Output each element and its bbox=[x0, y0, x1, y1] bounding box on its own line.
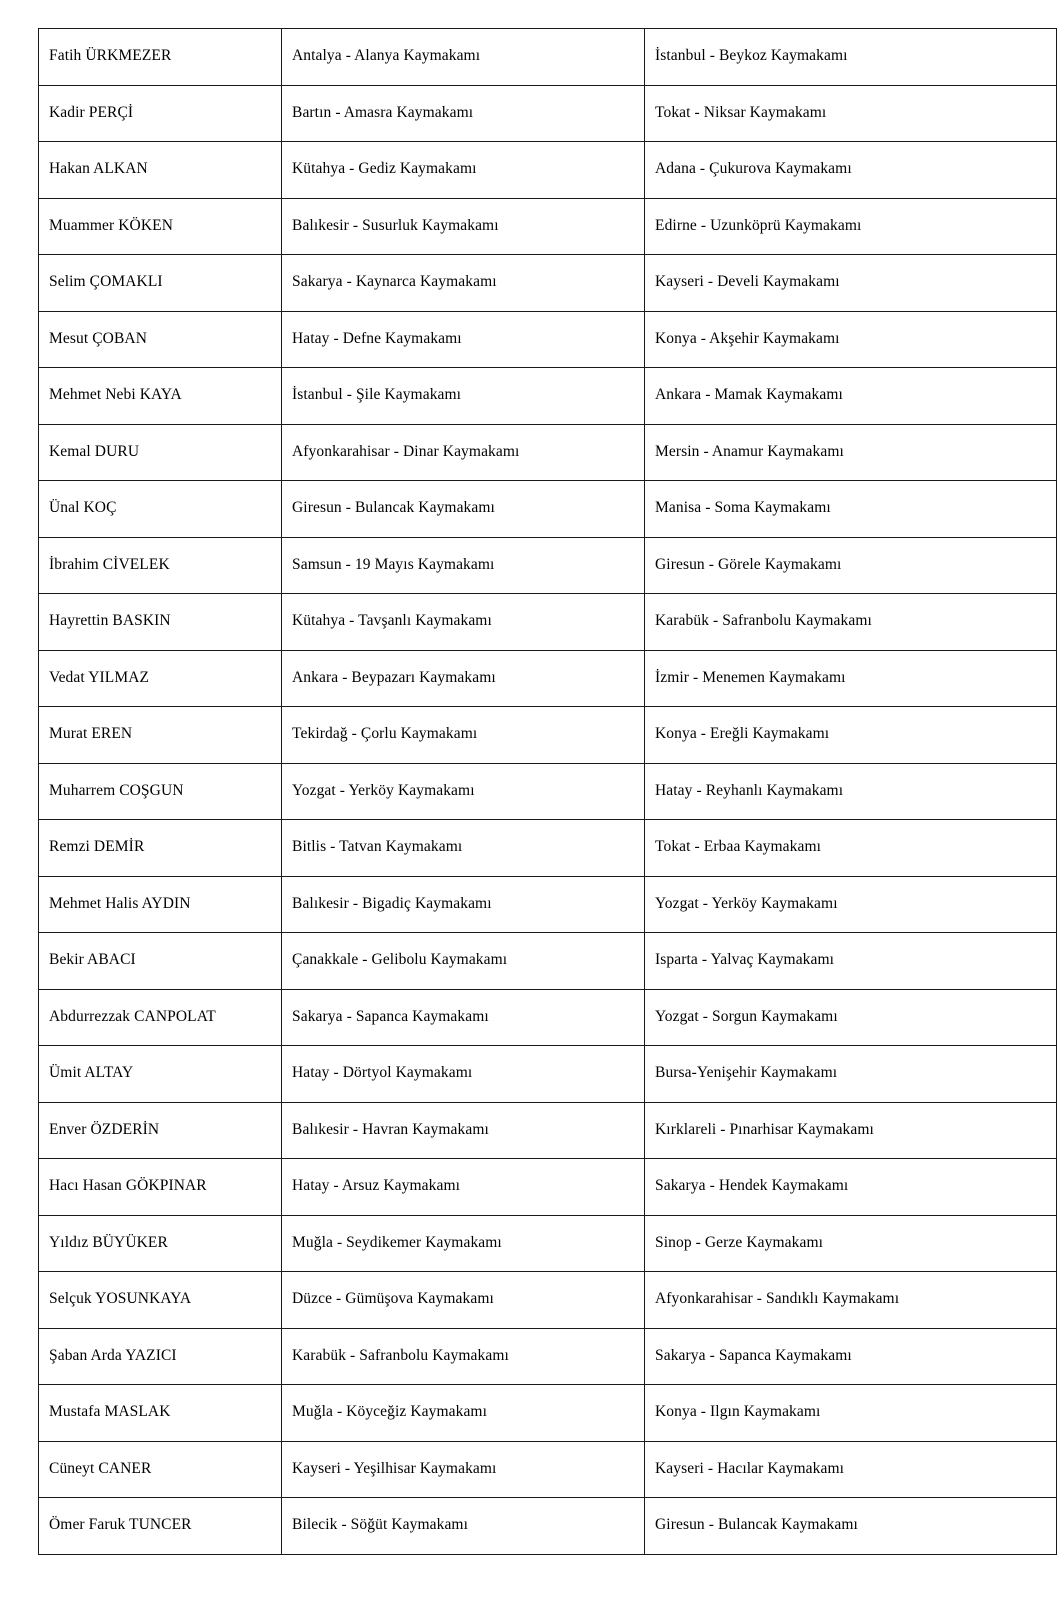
cell-new-post: Bursa-Yenişehir Kaymakamı bbox=[645, 1046, 1057, 1103]
table-row bbox=[39, 707, 1057, 764]
cell-name: Mehmet Nebi KAYA bbox=[39, 368, 282, 425]
cell-name: Hakan ALKAN bbox=[39, 142, 282, 199]
table-row bbox=[39, 1102, 1057, 1159]
cell-new-post: Konya - Ereğli Kaymakamı bbox=[645, 707, 1057, 764]
cell-current-post: Bilecik - Söğüt Kaymakamı bbox=[282, 1498, 645, 1555]
cell-new-post: Manisa - Soma Kaymakamı bbox=[645, 481, 1057, 538]
cell-current-post: Sakarya - Sapanca Kaymakamı bbox=[282, 989, 645, 1046]
cell-current-post: Kütahya - Tavşanlı Kaymakamı bbox=[282, 594, 645, 651]
table-row bbox=[39, 1159, 1057, 1216]
cell-name: Bekir ABACI bbox=[39, 933, 282, 990]
table-row bbox=[39, 537, 1057, 594]
cell-current-post: Balıkesir - Havran Kaymakamı bbox=[282, 1102, 645, 1159]
table-row bbox=[39, 1215, 1057, 1272]
cell-current-post: Sakarya - Kaynarca Kaymakamı bbox=[282, 255, 645, 312]
cell-name: Hacı Hasan GÖKPINAR bbox=[39, 1159, 282, 1216]
cell-current-post: Muğla - Seydikemer Kaymakamı bbox=[282, 1215, 645, 1272]
cell-new-post: Yozgat - Yerköy Kaymakamı bbox=[645, 876, 1057, 933]
cell-new-post: Sinop - Gerze Kaymakamı bbox=[645, 1215, 1057, 1272]
cell-current-post: Giresun - Bulancak Kaymakamı bbox=[282, 481, 645, 538]
table-row bbox=[39, 85, 1057, 142]
cell-new-post: Tokat - Erbaa Kaymakamı bbox=[645, 820, 1057, 877]
cell-name: Ümit ALTAY bbox=[39, 1046, 282, 1103]
cell-current-post: Düzce - Gümüşova Kaymakamı bbox=[282, 1272, 645, 1329]
cell-current-post: Kütahya - Gediz Kaymakamı bbox=[282, 142, 645, 199]
cell-name: Selim ÇOMAKLI bbox=[39, 255, 282, 312]
cell-new-post: Kırklareli - Pınarhisar Kaymakamı bbox=[645, 1102, 1057, 1159]
cell-name: İbrahim CİVELEK bbox=[39, 537, 282, 594]
table-row bbox=[39, 763, 1057, 820]
table-row bbox=[39, 1385, 1057, 1442]
table-row bbox=[39, 820, 1057, 877]
cell-name: Şaban Arda YAZICI bbox=[39, 1328, 282, 1385]
cell-current-post: Samsun - 19 Mayıs Kaymakamı bbox=[282, 537, 645, 594]
table-row bbox=[39, 1498, 1057, 1555]
cell-name: Kadir PERÇİ bbox=[39, 85, 282, 142]
cell-current-post: Muğla - Köyceğiz Kaymakamı bbox=[282, 1385, 645, 1442]
cell-new-post: Sakarya - Sapanca Kaymakamı bbox=[645, 1328, 1057, 1385]
table-row bbox=[39, 142, 1057, 199]
table-row bbox=[39, 1441, 1057, 1498]
cell-new-post: İstanbul - Beykoz Kaymakamı bbox=[645, 29, 1057, 86]
cell-name: Kemal DURU bbox=[39, 424, 282, 481]
table-row bbox=[39, 876, 1057, 933]
cell-current-post: Hatay - Defne Kaymakamı bbox=[282, 311, 645, 368]
table-row bbox=[39, 198, 1057, 255]
cell-current-post: Bitlis - Tatvan Kaymakamı bbox=[282, 820, 645, 877]
cell-new-post: Edirne - Uzunköprü Kaymakamı bbox=[645, 198, 1057, 255]
cell-current-post: Yozgat - Yerköy Kaymakamı bbox=[282, 763, 645, 820]
table-row bbox=[39, 989, 1057, 1046]
cell-name: Muharrem COŞGUN bbox=[39, 763, 282, 820]
table-row bbox=[39, 1046, 1057, 1103]
cell-new-post: İzmir - Menemen Kaymakamı bbox=[645, 650, 1057, 707]
table-row bbox=[39, 29, 1057, 86]
table-row bbox=[39, 311, 1057, 368]
cell-name: Vedat YILMAZ bbox=[39, 650, 282, 707]
table-row bbox=[39, 255, 1057, 312]
cell-new-post: Konya - Akşehir Kaymakamı bbox=[645, 311, 1057, 368]
cell-name: Ünal KOÇ bbox=[39, 481, 282, 538]
cell-current-post: Balıkesir - Susurluk Kaymakamı bbox=[282, 198, 645, 255]
cell-current-post: Kayseri - Yeşilhisar Kaymakamı bbox=[282, 1441, 645, 1498]
cell-current-post: Ankara - Beypazarı Kaymakamı bbox=[282, 650, 645, 707]
cell-new-post: Yozgat - Sorgun Kaymakamı bbox=[645, 989, 1057, 1046]
cell-name: Yıldız BÜYÜKER bbox=[39, 1215, 282, 1272]
cell-name: Ömer Faruk TUNCER bbox=[39, 1498, 282, 1555]
cell-name: Mehmet Halis AYDIN bbox=[39, 876, 282, 933]
cell-current-post: Bartın - Amasra Kaymakamı bbox=[282, 85, 645, 142]
cell-new-post: Konya - Ilgın Kaymakamı bbox=[645, 1385, 1057, 1442]
cell-name: Enver ÖZDERİN bbox=[39, 1102, 282, 1159]
table-row bbox=[39, 368, 1057, 425]
table-row bbox=[39, 1328, 1057, 1385]
table-body bbox=[39, 29, 1057, 1555]
cell-new-post: Kayseri - Hacılar Kaymakamı bbox=[645, 1441, 1057, 1498]
cell-name: Cüneyt CANER bbox=[39, 1441, 282, 1498]
table-row bbox=[39, 650, 1057, 707]
cell-name: Fatih ÜRKMEZER bbox=[39, 29, 282, 86]
cell-name: Muammer KÖKEN bbox=[39, 198, 282, 255]
cell-name: Murat EREN bbox=[39, 707, 282, 764]
cell-current-post: Hatay - Dörtyol Kaymakamı bbox=[282, 1046, 645, 1103]
cell-new-post: Hatay - Reyhanlı Kaymakamı bbox=[645, 763, 1057, 820]
cell-new-post: Afyonkarahisar - Sandıklı Kaymakamı bbox=[645, 1272, 1057, 1329]
cell-name: Mesut ÇOBAN bbox=[39, 311, 282, 368]
table-row bbox=[39, 1272, 1057, 1329]
cell-current-post: Çanakkale - Gelibolu Kaymakamı bbox=[282, 933, 645, 990]
cell-current-post: Hatay - Arsuz Kaymakamı bbox=[282, 1159, 645, 1216]
cell-name: Remzi DEMİR bbox=[39, 820, 282, 877]
table-row bbox=[39, 594, 1057, 651]
cell-new-post: Tokat - Niksar Kaymakamı bbox=[645, 85, 1057, 142]
cell-new-post: Adana - Çukurova Kaymakamı bbox=[645, 142, 1057, 199]
cell-current-post: Antalya - Alanya Kaymakamı bbox=[282, 29, 645, 86]
cell-name: Abdurrezzak CANPOLAT bbox=[39, 989, 282, 1046]
cell-new-post: Karabük - Safranbolu Kaymakamı bbox=[645, 594, 1057, 651]
assignments-table bbox=[38, 28, 1057, 1555]
cell-name: Selçuk YOSUNKAYA bbox=[39, 1272, 282, 1329]
table-row bbox=[39, 481, 1057, 538]
cell-new-post: Isparta - Yalvaç Kaymakamı bbox=[645, 933, 1057, 990]
cell-name: Hayrettin BASKIN bbox=[39, 594, 282, 651]
cell-current-post: İstanbul - Şile Kaymakamı bbox=[282, 368, 645, 425]
cell-current-post: Karabük - Safranbolu Kaymakamı bbox=[282, 1328, 645, 1385]
cell-name: Mustafa MASLAK bbox=[39, 1385, 282, 1442]
cell-current-post: Balıkesir - Bigadiç Kaymakamı bbox=[282, 876, 645, 933]
cell-new-post: Ankara - Mamak Kaymakamı bbox=[645, 368, 1057, 425]
cell-new-post: Giresun - Bulancak Kaymakamı bbox=[645, 1498, 1057, 1555]
cell-new-post: Mersin - Anamur Kaymakamı bbox=[645, 424, 1057, 481]
table-row bbox=[39, 424, 1057, 481]
cell-new-post: Sakarya - Hendek Kaymakamı bbox=[645, 1159, 1057, 1216]
cell-current-post: Afyonkarahisar - Dinar Kaymakamı bbox=[282, 424, 645, 481]
cell-new-post: Giresun - Görele Kaymakamı bbox=[645, 537, 1057, 594]
cell-current-post: Tekirdağ - Çorlu Kaymakamı bbox=[282, 707, 645, 764]
cell-new-post: Kayseri - Develi Kaymakamı bbox=[645, 255, 1057, 312]
table-row bbox=[39, 933, 1057, 990]
